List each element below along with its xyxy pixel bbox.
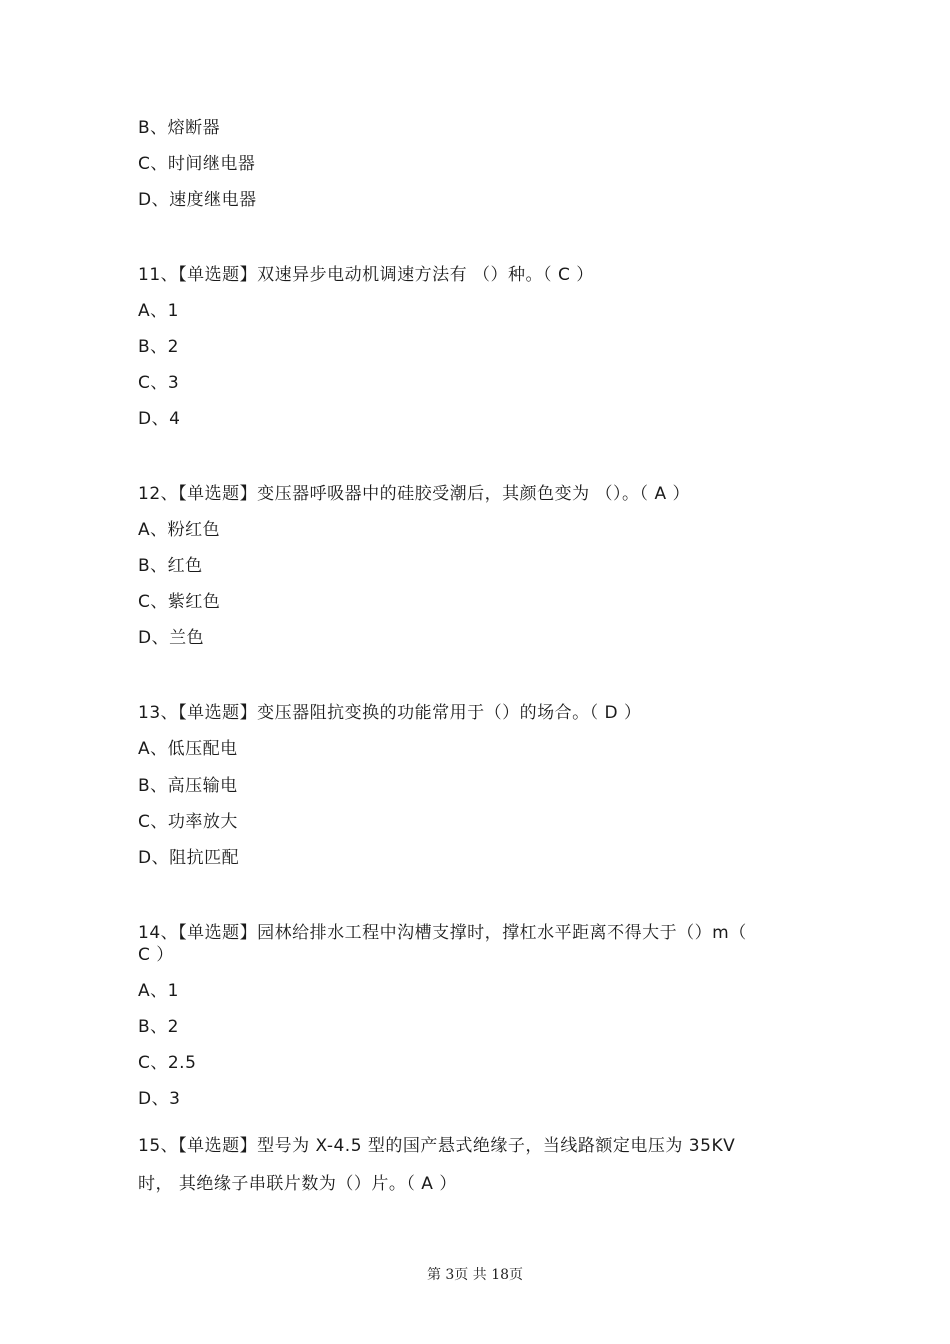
option-c: C、时间继电器 — [138, 154, 256, 174]
q11-option-c: C、3 — [138, 373, 180, 393]
question-14-text-line1: 14、【单选题】园林给排水工程中沟槽支撑时，撑杠水平距离不得大于（）m（ — [138, 923, 747, 943]
question-15-text-line1: 15、【单选题】型号为 X-4.5 型的国产悬式绝缘子，当线路额定电压为 35KV — [138, 1136, 736, 1156]
q12-option-b: B、红色 — [138, 556, 203, 576]
q12-option-d: D、兰色 — [138, 628, 205, 648]
option-d: D、速度继电器 — [138, 190, 257, 210]
q14-option-d: D、3 — [138, 1089, 181, 1109]
q11-option-b: B、2 — [138, 337, 179, 357]
q12-option-c: C、紫红色 — [138, 592, 221, 612]
q13-option-d: D、阻抗匹配 — [138, 848, 240, 868]
q14-option-b: B、2 — [138, 1017, 179, 1037]
question-13-text: 13、【单选题】变压器阻抗变换的功能常用于（）的场合。（ D ） — [138, 703, 642, 723]
q14-option-c: C、2.5 — [138, 1053, 197, 1073]
q11-option-a: A、1 — [138, 301, 179, 321]
q11-option-d: D、4 — [138, 409, 181, 429]
q12-option-a: A、粉红色 — [138, 520, 221, 540]
question-14-text-line2: C ） — [138, 945, 174, 965]
question-11-text: 11、【单选题】双速异步电动机调速方法有 （）种。（ C ） — [138, 265, 594, 285]
question-12-text: 12、【单选题】变压器呼吸器中的硅胶受潮后，其颜色变为 （）。（ A ） — [138, 484, 690, 504]
question-15-text-line2: 时， 其绝缘子串联片数为（）片。（ A ） — [138, 1174, 457, 1194]
page-footer: 第 3页 共 18页 — [426, 1267, 524, 1283]
q13-option-b: B、高压输电 — [138, 776, 238, 796]
option-b: B、熔断器 — [138, 118, 221, 138]
q13-option-c: C、功率放大 — [138, 812, 238, 832]
q14-option-a: A、1 — [138, 981, 179, 1001]
q13-option-a: A、低压配电 — [138, 739, 238, 759]
